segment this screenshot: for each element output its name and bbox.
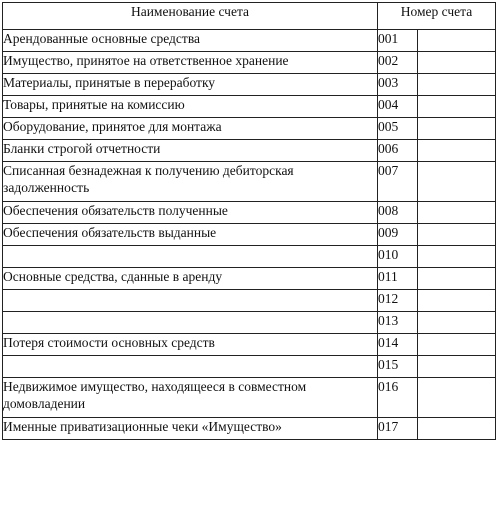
- empty-cell: [418, 334, 496, 356]
- account-number-cell: 012: [378, 290, 418, 312]
- account-number-cell: 005: [378, 118, 418, 140]
- table-row: [3, 96, 496, 118]
- table-row: [3, 268, 496, 290]
- header-account-name: Наименование счета: [3, 3, 378, 30]
- empty-cell: [418, 268, 496, 290]
- header-account-number: Номер счета: [378, 3, 496, 30]
- account-name-cell: Списанная безнадежная к получению дебиторская задолженность: [3, 162, 378, 202]
- empty-cell: [418, 202, 496, 224]
- table-row: [3, 30, 496, 52]
- table-row: [3, 118, 496, 140]
- empty-cell: [418, 96, 496, 118]
- account-name-cell: Обеспечения обязательств полученные: [3, 202, 378, 224]
- table-row: [3, 74, 496, 96]
- table-row: [3, 378, 496, 418]
- account-name-cell: Недвижимое имущество, находящееся в совместном домовладении: [3, 378, 378, 418]
- empty-cell: [418, 52, 496, 74]
- empty-cell: [418, 162, 496, 202]
- empty-cell: [418, 418, 496, 440]
- account-name-cell: Основные средства, сданные в аренду: [3, 268, 378, 290]
- account-name-cell: Арендованные основные средства: [3, 30, 378, 52]
- table-row: [3, 290, 496, 312]
- account-number-cell: 001: [378, 30, 418, 52]
- account-number-cell: 016: [378, 378, 418, 418]
- empty-cell: [418, 140, 496, 162]
- account-name-cell: Обеспечения обязательств выданные: [3, 224, 378, 246]
- account-name-cell: Имущество, принятое на ответственное хранение: [3, 52, 378, 74]
- empty-cell: [418, 356, 496, 378]
- table-row: [3, 202, 496, 224]
- empty-cell: [418, 224, 496, 246]
- account-number-cell: 017: [378, 418, 418, 440]
- empty-cell: [418, 118, 496, 140]
- empty-cell: [418, 246, 496, 268]
- account-name-cell: [3, 290, 378, 312]
- account-name-cell: [3, 312, 378, 334]
- account-name-cell: Материалы, принятые в переработку: [3, 74, 378, 96]
- table-row: [3, 52, 496, 74]
- account-number-cell: 007: [378, 162, 418, 202]
- table-header-row: [3, 3, 496, 30]
- accounts-table: [2, 2, 496, 440]
- account-number-cell: 004: [378, 96, 418, 118]
- account-name-cell: Именные приватизационные чеки «Имущество»: [3, 418, 378, 440]
- account-number-cell: 010: [378, 246, 418, 268]
- account-number-cell: 002: [378, 52, 418, 74]
- account-number-cell: 008: [378, 202, 418, 224]
- empty-cell: [418, 312, 496, 334]
- account-number-cell: 011: [378, 268, 418, 290]
- account-number-cell: 003: [378, 74, 418, 96]
- empty-cell: [418, 30, 496, 52]
- table-row: [3, 312, 496, 334]
- account-name-cell: [3, 246, 378, 268]
- empty-cell: [418, 378, 496, 418]
- table-row: [3, 356, 496, 378]
- account-name-cell: Товары, принятые на комиссию: [3, 96, 378, 118]
- empty-cell: [418, 290, 496, 312]
- account-name-cell: Потеря стоимости основных средств: [3, 334, 378, 356]
- account-number-cell: 009: [378, 224, 418, 246]
- table-row: [3, 334, 496, 356]
- account-number-cell: 013: [378, 312, 418, 334]
- account-name-cell: [3, 356, 378, 378]
- account-name-cell: Оборудование, принятое для монтажа: [3, 118, 378, 140]
- table-row: [3, 140, 496, 162]
- account-number-cell: 015: [378, 356, 418, 378]
- table-row: [3, 418, 496, 440]
- account-number-cell: 014: [378, 334, 418, 356]
- table-row: [3, 224, 496, 246]
- account-name-cell: Бланки строгой отчетности: [3, 140, 378, 162]
- empty-cell: [418, 74, 496, 96]
- account-number-cell: 006: [378, 140, 418, 162]
- table-row: [3, 162, 496, 202]
- table-row: [3, 246, 496, 268]
